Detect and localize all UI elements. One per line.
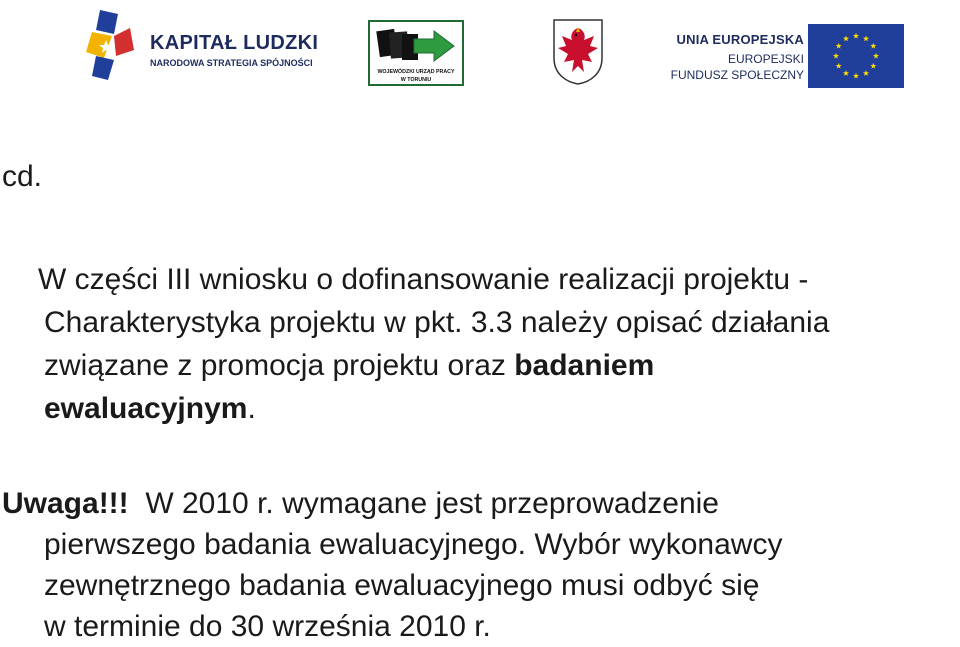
logo-bar [0, 0, 960, 100]
coat-of-arms-icon [552, 18, 604, 86]
paragraph-uwaga [2, 483, 957, 647]
wup-logo [368, 20, 464, 86]
kapital-ludzki-subtitle: NARODOWA STRATEGIA SPÓJNOŚCI [150, 58, 313, 68]
kapital-ludzki-logo [82, 6, 332, 84]
para2-line4: w terminie do 30 września 2010 r. [44, 610, 491, 643]
para1-line1: W części III wniosku o dofinansowanie realizacji projektu - [38, 263, 809, 296]
heading: cd. [2, 160, 43, 193]
eu-fund-line2: FUNDUSZ SPOŁECZNY [670, 68, 804, 82]
eu-flag-icon [808, 24, 904, 88]
kapital-ludzki-emblem-icon [82, 6, 148, 84]
para1-line2: Charakterystyka projektu w pkt. 3.3 należy opisać działania [44, 306, 830, 339]
eu-title: UNIA EUROPEJSKA [676, 32, 804, 47]
para2-line2: pierwszego badania ewaluacyjnego. Wybór wykonawcy [44, 528, 783, 561]
para2-line1: W 2010 r. wymagane jest przeprowadzenie [128, 487, 719, 520]
wup-emblem-icon [370, 22, 462, 68]
para1-period: . [247, 392, 256, 425]
para2-line3: zewnętrznego badania ewaluacyjnego musi odbyć się [44, 569, 760, 602]
wup-name: WOJEWÓDZKI URZĄD PRACY [377, 69, 455, 75]
para1-bold-badaniem: badaniem [514, 349, 655, 382]
eu-logo [670, 22, 910, 88]
uwaga-label: Uwaga!!! [2, 487, 129, 520]
para1-bold-ewaluacyjnym: ewaluacyjnym [44, 392, 248, 425]
paragraph-part-iii [38, 258, 959, 430]
kapital-ludzki-title: KAPITAŁ LUDZKI [150, 32, 319, 54]
para1-line3: związane z promocja projektu oraz [44, 349, 515, 382]
wup-city: W TORUNIU [400, 77, 432, 83]
eu-fund-line1: EUROPEJSKI [727, 52, 804, 66]
